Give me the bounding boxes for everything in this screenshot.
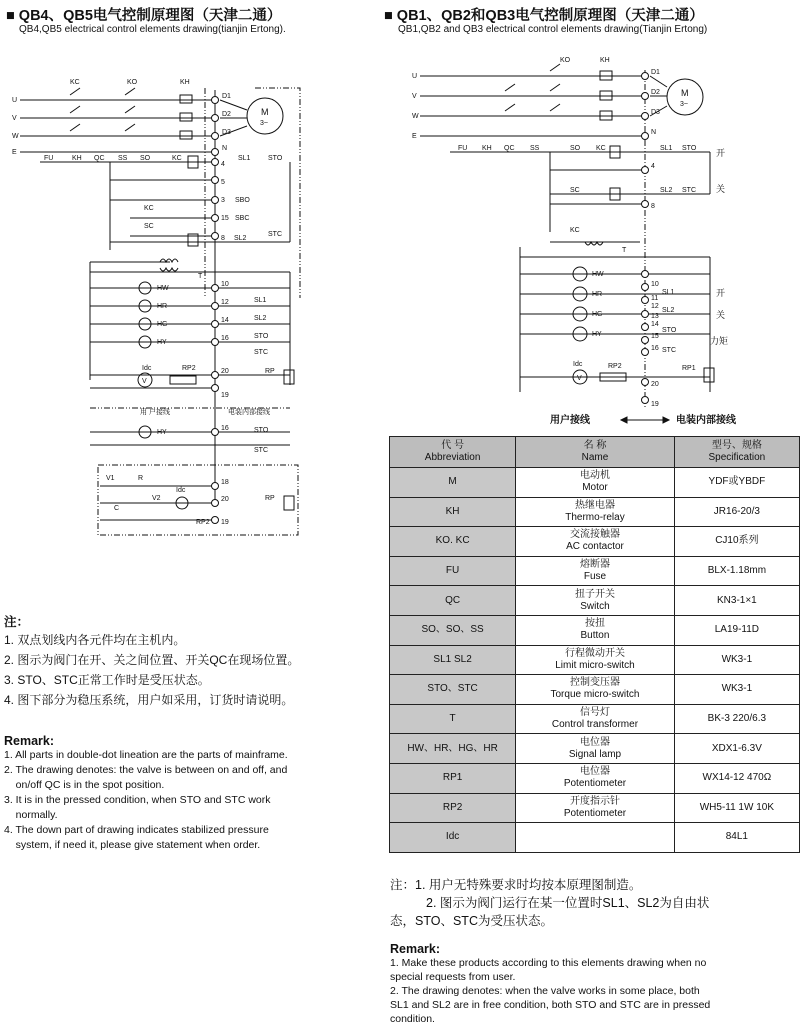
- label-V-meter: V: [142, 378, 147, 385]
- label-KH: KH: [180, 79, 190, 86]
- terminal-20: 20: [221, 368, 229, 375]
- r-terminal-10: 10: [651, 281, 659, 288]
- right-remark-2: special requests from user.: [390, 971, 516, 983]
- remark-line-4: 3. It is in the pressed condition, when STO and STC work: [4, 794, 271, 806]
- right-diagram-title: ■ QB1、QB2和QB3电气控制原理图（天津二通）: [384, 8, 704, 24]
- label-STC: STC: [268, 231, 282, 238]
- label-Idc-lower: Idc: [176, 487, 186, 494]
- terminal-20-lower: 20: [221, 496, 229, 503]
- r-motor-label: M: [681, 88, 689, 98]
- label-Idc: Idc: [142, 365, 152, 372]
- table-row: HW、HR、HG、HR 电位器 Signal lamp XDX1-6.3V: [390, 734, 800, 764]
- r-terminal-8: 8: [651, 203, 655, 210]
- r-label-KC: KC: [596, 145, 606, 152]
- label-HY-lower: HY: [157, 429, 167, 436]
- label-RP: RP: [265, 368, 275, 375]
- r-terminal-N: N: [651, 129, 657, 136]
- component-spec-table: [389, 436, 800, 853]
- label-HR: HR: [157, 303, 168, 310]
- r-label-V-meter: V: [577, 375, 582, 382]
- r-terminal-D3: D3: [651, 109, 660, 116]
- label-KC: KC: [70, 79, 80, 86]
- label-KC-2: KC: [144, 205, 154, 212]
- r-label-open: 开: [716, 148, 726, 158]
- label-FU: FU: [44, 155, 54, 162]
- r-motor-phase: 3~: [680, 101, 688, 108]
- label-internal-wiring: 电装内部接线: [228, 409, 270, 416]
- label-user-wiring: 用 户接线: [140, 409, 170, 416]
- r-terminal-D2: D2: [651, 89, 660, 96]
- r-label-close-lamp: 关: [716, 310, 726, 320]
- r-terminal-19: 19: [651, 401, 659, 408]
- r-terminal-20: 20: [651, 381, 659, 388]
- r-label-HW: HW: [592, 271, 604, 278]
- table-row: QC 扭子开关 Switch KN3-1×1: [390, 586, 800, 616]
- label-KO: KO: [127, 79, 138, 86]
- r-label-STO-lamp: STO: [662, 327, 677, 334]
- r-label-STC: STC: [682, 187, 696, 194]
- remark-line-7: system, if need it, please give statement when order.: [4, 839, 261, 851]
- header-abbreviation: 代 号 Abbreviation: [390, 437, 516, 468]
- r-label-Idc: Idc: [573, 361, 583, 368]
- r-label-HG: HG: [592, 311, 603, 318]
- table-row: SL1 SL2 行程微动开关 Limit micro-switch WK3-1: [390, 645, 800, 675]
- label-SC: SC: [144, 223, 154, 230]
- label-RP-lower: RP: [265, 495, 275, 502]
- label-SS: SS: [118, 155, 128, 162]
- label-STO-lower: STO: [254, 427, 269, 434]
- r-terminal-11: 11: [651, 295, 659, 302]
- notes-cn-1: 1. 双点划线内各元件均在主机内。: [4, 633, 186, 647]
- label-E: E: [12, 149, 17, 156]
- r-label-internal-wiring: 电装内部接线: [676, 415, 736, 426]
- r-label-RP1: RP1: [682, 365, 696, 372]
- r-terminal-16: 16: [651, 345, 659, 352]
- table-row: RP1 电位器 Potentiometer WX14-12 470Ω: [390, 763, 800, 793]
- table-header-row: [390, 437, 800, 468]
- terminal-D2: D2: [222, 111, 231, 118]
- remark-heading: Remark:: [4, 734, 55, 748]
- table-row: M 电动机 Motor YDF或YBDF: [390, 468, 800, 498]
- r-label-KH-ctrl: KH: [482, 145, 492, 152]
- label-SL1-lamp: SL1: [254, 297, 267, 304]
- r-label-KH: KH: [600, 57, 610, 64]
- table-row: T 信号灯 Control transformer BK-3 220/6.3: [390, 704, 800, 734]
- table-row: KO. KC 交流接触器 AC contactor CJ10系列: [390, 527, 800, 557]
- r-label-HR: HR: [592, 291, 603, 298]
- table-row: SO、SO、SS 按扭 Button LA19-11D: [390, 615, 800, 645]
- label-SBO: SBO: [235, 197, 250, 204]
- remark-line-1: 1. All parts in double-dot lineation are the parts of mainframe.: [4, 749, 288, 761]
- terminal-8: 8: [221, 235, 225, 242]
- label-STC-lower: STC: [254, 447, 268, 454]
- r-label-SO: SO: [570, 145, 581, 152]
- r-label-SL1-lamp: SL1: [662, 289, 675, 296]
- r-label-close: 关: [716, 184, 726, 194]
- terminal-19-lower: 19: [221, 519, 229, 526]
- terminal-18: 18: [221, 479, 229, 486]
- r-label-HY: HY: [592, 331, 602, 338]
- right-remark-1: 1. Make these products according to this elements drawing when no: [390, 957, 707, 969]
- r-label-STO: STO: [682, 145, 697, 152]
- terminal-3: 3: [221, 197, 225, 204]
- r-label-SC: SC: [570, 187, 580, 194]
- r-label-FU: FU: [458, 145, 468, 152]
- table-row: FU 熔断器 Fuse BLX-1.18mm: [390, 556, 800, 586]
- label-HW: HW: [157, 285, 169, 292]
- label-W: W: [12, 133, 19, 140]
- label-V: V: [12, 115, 17, 122]
- right-schematic: [410, 42, 795, 432]
- terminal-5: 5: [221, 179, 225, 186]
- r-label-torque: 力矩: [710, 336, 729, 346]
- left-diagram-subtitle: QB4,QB5 electrical control elements drawing(tianjin Ertong).: [19, 24, 286, 35]
- label-RP2: RP2: [182, 365, 196, 372]
- label-STC-lamp: STC: [254, 349, 268, 356]
- remark-line-5: normally.: [4, 809, 58, 821]
- right-remark-heading: Remark:: [390, 942, 441, 956]
- motor-label: M: [261, 107, 269, 117]
- label-QC: QC: [94, 155, 105, 162]
- left-diagram-title: ■ QB4、QB5电气控制原理图（天津二通）: [6, 8, 282, 24]
- table-row: STO、STC 控制变压器 Torque micro-switch WK3-1: [390, 675, 800, 705]
- terminal-14: 14: [221, 317, 229, 324]
- right-remark-5: condition.: [390, 1013, 435, 1025]
- terminal-N: N: [222, 145, 228, 152]
- table-row: RP2 开度指示针 Potentiometer WH5-11 1W 10K: [390, 793, 800, 823]
- left-schematic: [10, 40, 310, 540]
- label-R: R: [138, 475, 144, 482]
- label-SL2: SL2: [234, 235, 247, 242]
- header-name: 名 称 Name: [516, 437, 675, 468]
- r-label-V: V: [412, 93, 417, 100]
- label-STO: STO: [268, 155, 283, 162]
- label-STO-lamp: STO: [254, 333, 269, 340]
- terminal-10: 10: [221, 281, 229, 288]
- r-label-open-lamp: 开: [716, 288, 726, 298]
- r-label-T: T: [622, 247, 627, 254]
- label-HG: HG: [157, 321, 168, 328]
- notes-cn-2: 2. 图示为阀门在开、关之间位置、开关QC在现场位置。: [4, 653, 300, 667]
- terminal-16: 16: [221, 335, 229, 342]
- r-label-KO: KO: [560, 57, 571, 64]
- r-label-RP2: RP2: [608, 363, 622, 370]
- terminal-16-lower: 16: [221, 425, 229, 432]
- right-note-cn-2b: 态，STO、STC为受压状态。: [390, 914, 553, 928]
- table-row: KH 热继电器 Thermo-relay JR16-20/3: [390, 497, 800, 527]
- r-terminal-D1: D1: [651, 69, 660, 76]
- notes-cn-heading: 注：: [4, 615, 30, 629]
- table-row: Idc 84L1: [390, 823, 800, 853]
- r-label-SL2: SL2: [660, 187, 673, 194]
- notes-cn-4: 4. 图下部分为稳压系统，用户如采用，订货时请说明。: [4, 693, 294, 707]
- label-T: T: [198, 273, 203, 280]
- label-HY: HY: [157, 339, 167, 346]
- r-label-U: U: [412, 73, 418, 80]
- r-label-STC-lamp: STC: [662, 347, 676, 354]
- label-U: U: [12, 97, 18, 104]
- r-label-W: W: [412, 113, 419, 120]
- terminal-12: 12: [221, 299, 229, 306]
- r-label-E: E: [412, 133, 417, 140]
- remark-line-6: 4. The down part of drawing indicates stabilized pressure: [4, 824, 269, 836]
- r-terminal-14: 14: [651, 321, 659, 328]
- label-V1: V1: [106, 475, 115, 482]
- label-KH-ctrl: KH: [72, 155, 82, 162]
- notes-cn-3: 3. STO、STC正常工作时是受压状态。: [4, 673, 210, 687]
- right-note-cn-2a: 2. 图示为阀门运行在某一位置时SL1、SL2为自由状: [426, 896, 710, 910]
- motor-phase-label: 3~: [260, 120, 268, 127]
- label-C: C: [114, 505, 120, 512]
- right-note-cn-1: 注：1. 用户无特殊要求时均按本原理图制造。: [390, 878, 642, 892]
- terminal-4: 4: [221, 161, 225, 168]
- r-label-SL2-lamp: SL2: [662, 307, 675, 314]
- label-SL1: SL1: [238, 155, 251, 162]
- right-remark-3: 2. The drawing denotes: when the valve works in some place, both: [390, 985, 700, 997]
- terminal-D3: D3: [222, 129, 231, 136]
- r-terminal-13: 13: [651, 313, 659, 320]
- right-diagram-subtitle: QB1,QB2 and QB3 electrical control elements drawing(Tianjin Ertong): [398, 24, 708, 35]
- terminal-19: 19: [221, 392, 229, 399]
- r-terminal-15: 15: [651, 333, 659, 340]
- r-label-KC-2: KC: [570, 227, 580, 234]
- r-terminal-4: 4: [651, 163, 655, 170]
- label-SBC: SBC: [235, 215, 250, 222]
- terminal-D1: D1: [222, 93, 231, 100]
- r-label-SL1: SL1: [660, 145, 673, 152]
- r-label-SS: SS: [530, 145, 540, 152]
- label-SO: SO: [140, 155, 151, 162]
- remark-line-2: 2. The drawing denotes: the valve is between on and off, and: [4, 764, 288, 776]
- label-KC-ctrl: KC: [172, 155, 182, 162]
- header-specification: 型号、规格 Specification: [674, 437, 799, 468]
- r-label-user-wiring: 用户接线: [550, 415, 590, 426]
- remark-line-3: on/off QC is in the spot position.: [4, 779, 165, 791]
- r-terminal-12: 12: [651, 303, 659, 310]
- label-SL2-lamp: SL2: [254, 315, 267, 322]
- label-V2: V2: [152, 495, 161, 502]
- label-RP2-lower: RP2: [196, 519, 210, 526]
- terminal-15: 15: [221, 215, 229, 222]
- right-remark-4: SL1 and SL2 are in free condition, both STO and STC are in pressed: [390, 999, 711, 1011]
- r-label-QC: QC: [504, 145, 515, 152]
